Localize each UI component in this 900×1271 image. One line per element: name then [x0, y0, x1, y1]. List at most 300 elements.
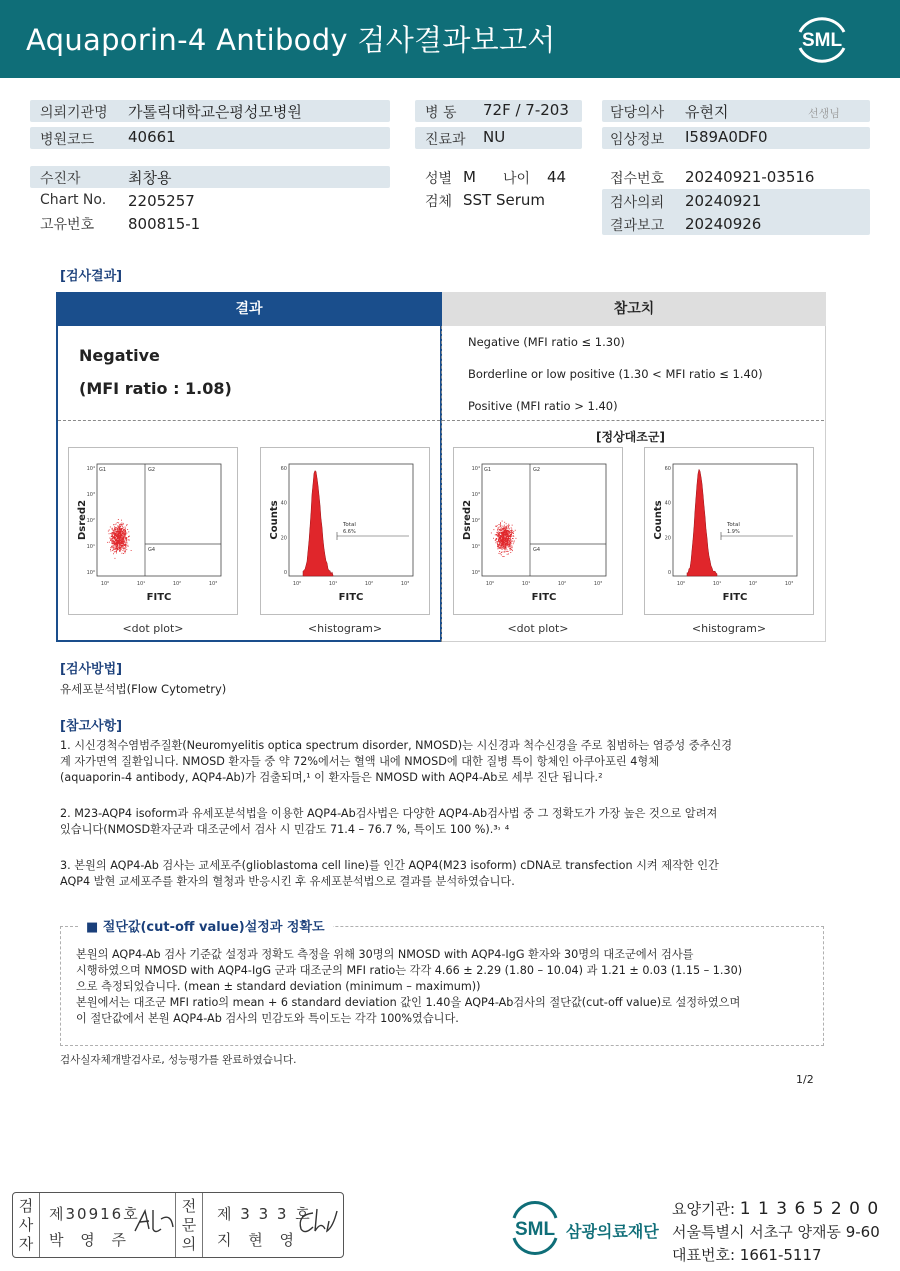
scatter-point [119, 537, 120, 538]
scatter-point [125, 539, 126, 540]
scatter-point [124, 530, 125, 531]
scatter-point [112, 529, 113, 530]
scatter-point [496, 538, 497, 539]
scatter-point [126, 540, 127, 541]
scatter-point [125, 546, 126, 547]
scatter-point [502, 556, 503, 557]
gate-label: G1 [484, 467, 492, 473]
scatter-point [119, 524, 120, 525]
receipt-label: 접수번호 [610, 171, 665, 187]
scatter-point [503, 541, 504, 542]
gate-label: G1 [99, 467, 107, 473]
sig2-name: 지 현 영 [217, 1231, 301, 1249]
scatter-point [495, 540, 496, 541]
scatter-point [111, 536, 112, 537]
scatter-point [501, 554, 502, 555]
scatter-point [121, 523, 122, 524]
scatter-point [131, 550, 132, 551]
scatter-point [114, 552, 115, 553]
scatter-point [112, 528, 113, 529]
scatter-point [112, 538, 113, 539]
scatter-point [511, 529, 512, 530]
scatter-point [113, 524, 114, 525]
scatter-point [110, 533, 111, 534]
reference-header: 참고치 [442, 292, 826, 326]
scatter-point [508, 537, 509, 538]
scatter-point [114, 531, 115, 532]
scatter-point [504, 551, 505, 552]
scatter-point [112, 541, 113, 542]
scatter-point [123, 530, 124, 531]
scatter-point [503, 534, 504, 535]
scatter-point [503, 544, 504, 545]
scatter-point [124, 551, 125, 552]
scatter-point [114, 526, 115, 527]
scatter-point [126, 538, 127, 539]
note-line: 3. 본원의 AQP4-Ab 검사는 교세포주(glioblastoma cell line)를 인간 AQP4(M23 isoform) cDNA로 transfection 시켜 제작한 인간 [60, 859, 719, 872]
scatter-point [506, 530, 507, 531]
scatter-point [506, 538, 507, 539]
scatter-point [500, 526, 501, 527]
scatter-point [491, 533, 492, 534]
sig1-title-char: 검 [18, 1197, 34, 1215]
scatter-point [118, 532, 119, 533]
y-tick-label: 10³ [86, 492, 95, 498]
scatter-point [501, 529, 502, 530]
scatter-point [512, 532, 513, 533]
patient-label: 수진자 [40, 171, 81, 187]
org-phone [672, 1244, 822, 1265]
scatter-point [502, 552, 503, 553]
scatter-point [510, 532, 511, 533]
clinical-label: 임상정보 [610, 132, 665, 148]
scatter-point [116, 539, 117, 540]
scatter-point [507, 540, 508, 541]
signature-box [12, 1192, 344, 1258]
ward-value: 72F / 7-203 [483, 101, 569, 119]
scatter-point [504, 546, 505, 547]
scatter-point [110, 539, 111, 540]
scatter-point [119, 525, 120, 526]
ref-positive: Positive (MFI ratio > 1.40) [468, 399, 618, 413]
scatter-point [499, 535, 500, 536]
scatter-point [503, 530, 504, 531]
scatter-point [501, 533, 502, 534]
chart-label: Chart No. [40, 192, 107, 208]
scatter-point [509, 546, 510, 547]
table-divider-vertical [441, 326, 442, 642]
page-number: 1/2 [796, 1073, 814, 1086]
doctor-label: 담당의사 [610, 105, 665, 121]
scatter-point [507, 551, 508, 552]
histogram-peak [303, 471, 333, 576]
scatter-point [507, 549, 508, 550]
scatter-point [108, 531, 109, 532]
scatter-point [511, 545, 512, 546]
note-line: 1. 시신경척수염범주질환(Neuromyelitis optica spectrum disorder, NMOSD)는 시신경과 척수신경을 주로 침범하는 염증성 중추신경 [60, 739, 732, 752]
scatter-point [116, 553, 117, 554]
scatter-point [500, 522, 501, 523]
x-tick-label: 10² [748, 581, 758, 587]
scatter-point [512, 541, 513, 542]
scatter-point [510, 539, 511, 540]
scatter-point [117, 550, 118, 551]
x-tick-label: 10⁰ [485, 581, 495, 587]
scatter-point [497, 533, 498, 534]
x-tick-label: 10⁰ [292, 581, 302, 587]
y-axis-label: Dsred2 [77, 499, 88, 541]
chart-value: 2205257 [128, 192, 195, 210]
scatter-point [124, 545, 125, 546]
scatter-point [511, 549, 512, 550]
scatter-point [121, 529, 122, 530]
request-value: 20240921 [685, 192, 762, 210]
scatter-point [505, 531, 506, 532]
scatter-point [512, 532, 513, 533]
org-code [672, 1198, 879, 1219]
scatter-point [507, 539, 508, 540]
scatter-point [113, 547, 114, 548]
scatter-point [122, 542, 123, 543]
scatter-point [500, 543, 501, 544]
scatter-point [119, 529, 120, 530]
sig-divider [202, 1193, 203, 1257]
scatter-point [114, 549, 115, 550]
scatter-point [502, 549, 503, 550]
scatter-point [126, 541, 127, 542]
x-tick-label: 10¹ [712, 581, 722, 587]
plot-caption: <dot plot> [507, 622, 569, 635]
scatter-point [110, 549, 111, 550]
scatter-point [123, 553, 124, 554]
scatter-point [123, 550, 124, 551]
dept-label: 진료과 [425, 132, 466, 148]
scatter-point [114, 536, 115, 537]
scatter-point [509, 535, 510, 536]
scatter-point [117, 529, 118, 530]
scatter-point [125, 548, 126, 549]
x-tick-label: 10² [557, 581, 567, 587]
y-axis-label: Dsred2 [462, 499, 473, 541]
plot-frame [97, 464, 221, 576]
scatter-point [119, 543, 120, 544]
scatter-point [117, 548, 118, 549]
y-axis-label: Counts [653, 500, 664, 540]
footer-sml-logo [508, 1198, 562, 1258]
scatter-point [493, 538, 494, 539]
normal-control-label: [정상대조군] [596, 430, 665, 444]
scatter-point [121, 543, 122, 544]
x-tick-label: 10² [172, 581, 182, 587]
org-code-value: 1 1 3 6 5 2 0 0 [739, 1199, 880, 1219]
scatter-point [504, 522, 505, 523]
scatter-point [503, 547, 504, 548]
x-tick-label: 10² [364, 581, 374, 587]
gate-label: G4 [533, 547, 541, 553]
scatter-point [506, 548, 507, 549]
scatter-point [124, 547, 125, 548]
scatter-point [500, 553, 501, 554]
scatter-point [505, 548, 506, 549]
scatter-point [508, 546, 509, 547]
scatter-point [124, 533, 125, 534]
scatter-point [502, 532, 503, 533]
scatter-point [118, 527, 119, 528]
scatter-point [509, 528, 510, 529]
scatter-point [509, 545, 510, 546]
scatter-point [128, 546, 129, 547]
sig-divider [175, 1193, 176, 1257]
scatter-point [111, 538, 112, 539]
scatter-point [497, 546, 498, 547]
scatter-point [112, 532, 113, 533]
scatter-point [115, 549, 116, 550]
scatter-point [113, 537, 114, 538]
scatter-point [504, 528, 505, 529]
scatter-point [501, 534, 502, 535]
clinical-value: I589A0DF0 [685, 128, 768, 146]
scatter-point [502, 540, 503, 541]
scatter-point [121, 534, 122, 535]
scatter-point [498, 548, 499, 549]
scatter-point [497, 543, 498, 544]
scatter-point [506, 526, 507, 527]
scatter-point [500, 525, 501, 526]
report-label: 결과보고 [610, 218, 665, 234]
y-tick-label: 0 [283, 570, 287, 576]
scatter-point [112, 533, 113, 534]
x-axis-label: FITC [146, 592, 172, 603]
scatter-point [516, 538, 517, 539]
scatter-point [498, 533, 499, 534]
plot-caption: <histogram> [691, 622, 767, 635]
scatter-point [512, 547, 513, 548]
scatter-point [126, 525, 127, 526]
scatter-point [120, 537, 121, 538]
scatter-point [128, 531, 129, 532]
scatter-point [115, 540, 116, 541]
y-tick-label: 60 [664, 466, 671, 472]
scatter-point [121, 542, 122, 543]
scatter-point [508, 527, 509, 528]
scatter-point [116, 527, 117, 528]
scatter-point [502, 536, 503, 537]
plot-caption: <histogram> [307, 622, 383, 635]
scatter-point [118, 522, 119, 523]
scatter-point [115, 524, 116, 525]
specimen-value: SST Serum [463, 191, 546, 209]
scatter-point [113, 536, 114, 537]
scatter-point [499, 548, 500, 549]
scatter-point [115, 544, 116, 545]
hospital-code-label: 병원코드 [40, 132, 95, 148]
scatter-point [513, 543, 514, 544]
scatter-point [112, 533, 113, 534]
scatter-point [505, 549, 506, 550]
cutoff-line: 본원의 AQP4-Ab 검사 기준값 설정과 정확도 측정을 위해 30명의 NMOSD with AQP4-IgG 환자와 30명의 대조군에서 검사를 [76, 948, 694, 961]
sig2-title-char: 문 [181, 1216, 197, 1234]
x-tick-label: 10¹ [136, 581, 146, 587]
scatter-point [502, 539, 503, 540]
scatter-point [504, 542, 505, 543]
org-phone-value: 1661-5117 [739, 1246, 822, 1264]
scatter-point [505, 529, 506, 530]
scatter-point [510, 550, 511, 551]
scatter-point [127, 524, 128, 525]
scatter-point [118, 535, 119, 536]
scatter-point [510, 543, 511, 544]
scatter-point [505, 551, 506, 552]
scatter-point [504, 543, 505, 544]
scatter-point [507, 554, 508, 555]
scatter-point [499, 527, 500, 528]
y-tick-label: 10² [471, 518, 480, 524]
scatter-point [510, 538, 511, 539]
scatter-point [121, 524, 122, 525]
dept-value: NU [483, 128, 506, 146]
scatter-point [114, 539, 115, 540]
scatter-point [114, 529, 115, 530]
scatter-point [508, 530, 509, 531]
scatter-point [499, 537, 500, 538]
scatter-point [498, 545, 499, 546]
scatter-point [498, 527, 499, 528]
scatter-point [508, 524, 509, 525]
scatter-point [126, 542, 127, 543]
scatter-point [497, 535, 498, 536]
sig2-title-char: 의 [181, 1235, 197, 1253]
histogram-percent: 1.9% [727, 529, 740, 535]
scatter-point [499, 543, 500, 544]
scatter-point [500, 523, 501, 524]
scatter-point [512, 546, 513, 547]
scatter-point [505, 540, 506, 541]
scatter-point [504, 539, 505, 540]
scatter-point [124, 532, 125, 533]
scatter-point [122, 545, 123, 546]
y-tick-label: 10² [86, 518, 95, 524]
y-tick-label: 40 [664, 500, 671, 507]
y-tick-label: 10¹ [471, 544, 480, 550]
scatter-point [125, 536, 126, 537]
scatter-point [504, 544, 505, 545]
scatter-point [110, 547, 111, 548]
scatter-point [121, 549, 122, 550]
scatter-point [119, 540, 120, 541]
scatter-point [113, 541, 114, 542]
scatter-point [125, 550, 126, 551]
scatter-point [113, 548, 114, 549]
ref-negative: Negative (MFI ratio ≤ 1.30) [468, 335, 625, 349]
scatter-point [506, 523, 507, 524]
scatter-point [120, 534, 121, 535]
scatter-point [112, 543, 113, 544]
scatter-point [499, 532, 500, 533]
sig1-signature [131, 1207, 177, 1237]
scatter-point [513, 531, 514, 532]
scatter-point [109, 530, 110, 531]
x-tick-label: 10³ [784, 581, 794, 587]
scatter-point [119, 534, 120, 535]
scatter-point [125, 542, 126, 543]
scatter-point [508, 536, 509, 537]
scatter-point [506, 544, 507, 545]
gate-label: G2 [148, 467, 156, 473]
scatter-point [507, 542, 508, 543]
scatter-point [514, 541, 515, 542]
scatter-point [507, 525, 508, 526]
scatter-point [508, 532, 509, 533]
scatter-point [504, 545, 505, 546]
scatter-point [505, 537, 506, 538]
scatter-point [119, 527, 120, 528]
scatter-point [495, 526, 496, 527]
cutoff-line: 이 절단값에서 본원 AQP4-Ab 검사의 민감도와 특이도는 각각 100%였습니다. [76, 1012, 459, 1025]
footer-logo-text: SML [514, 1219, 556, 1240]
scatter-point [500, 535, 501, 536]
scatter-point [112, 537, 113, 538]
footnote: 검사실자체개발검사로, 성능평가를 완료하였습니다. [60, 1054, 297, 1066]
sex-label: 성별 [425, 171, 453, 187]
scatter-point [126, 549, 127, 550]
scatter-point [508, 547, 509, 548]
scatter-point [125, 549, 126, 550]
scatter-point [503, 531, 504, 532]
info-bar-patient [30, 166, 390, 188]
scatter-point [125, 527, 126, 528]
scatter-point [503, 548, 504, 549]
scatter-point [120, 545, 121, 546]
scatter-point [113, 545, 114, 546]
scatter-point [119, 544, 120, 545]
scatter-point [503, 536, 504, 537]
scatter-point [120, 528, 121, 529]
scatter-point [508, 540, 509, 541]
x-tick-label: 10⁰ [676, 581, 686, 587]
control-histogram [644, 447, 814, 615]
scatter-point [495, 534, 496, 535]
sig1-title-char: 자 [18, 1235, 34, 1253]
scatter-point [112, 534, 113, 535]
scatter-point [125, 537, 126, 538]
scatter-point [511, 536, 512, 537]
patient-histogram [260, 447, 430, 615]
scatter-point [122, 526, 123, 527]
scatter-point [503, 546, 504, 547]
scatter-point [506, 545, 507, 546]
scatter-point [501, 547, 502, 548]
histogram-percent: 6.6% [343, 529, 356, 535]
scatter-point [500, 530, 501, 531]
sml-logo-text: SML [801, 30, 843, 51]
request-label: 검사의뢰 [610, 195, 665, 211]
scatter-point [119, 551, 120, 552]
scatter-point [114, 532, 115, 533]
scatter-point [122, 538, 123, 539]
scatter-point [515, 530, 516, 531]
scatter-point [507, 543, 508, 544]
sig1-name: 박 영 주 [49, 1231, 133, 1249]
result-value: Negative [79, 346, 160, 365]
scatter-point [116, 540, 117, 541]
scatter-point [118, 538, 119, 539]
scatter-point [123, 540, 124, 541]
sml-logo [792, 12, 852, 66]
scatter-point [509, 548, 510, 549]
scatter-point [123, 544, 124, 545]
scatter-point [501, 545, 502, 546]
scatter-point [119, 527, 120, 528]
